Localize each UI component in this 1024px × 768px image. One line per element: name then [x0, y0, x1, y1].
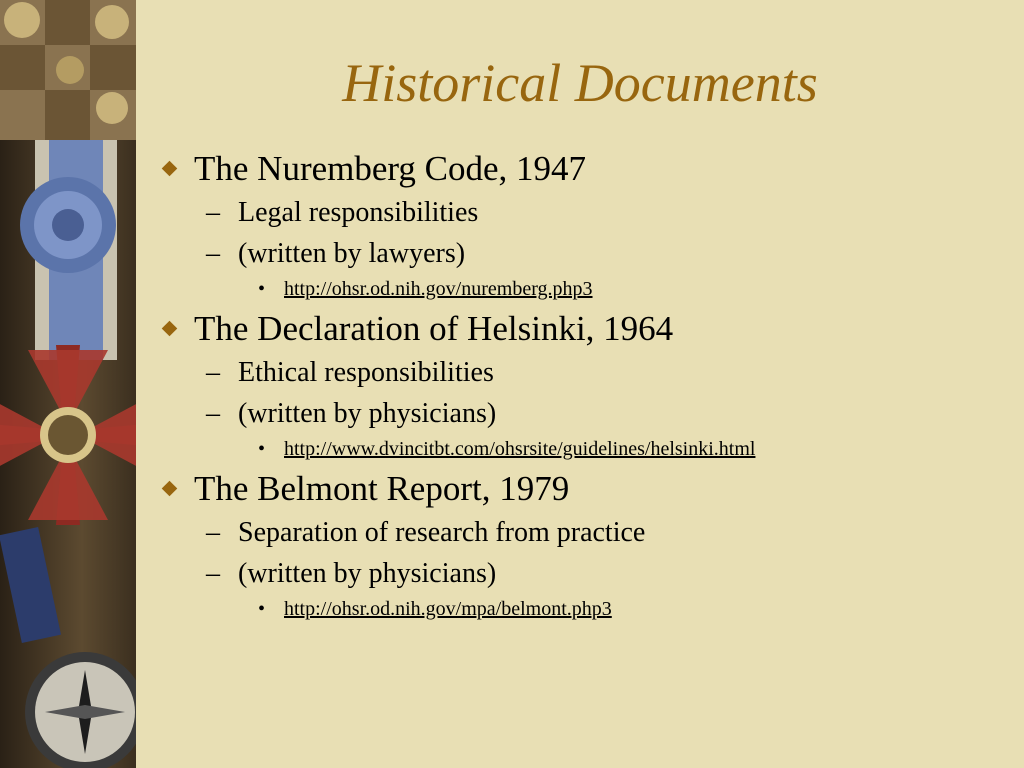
sub-item-text: Separation of research from practice	[238, 517, 646, 548]
dash-bullet-icon: –	[206, 357, 220, 388]
diamond-bullet-icon	[162, 321, 178, 337]
nuremberg-link[interactable]: http://ohsr.od.nih.gov/nuremberg.php3	[284, 278, 593, 300]
belmont-link[interactable]: http://ohsr.od.nih.gov/mpa/belmont.php3	[284, 598, 612, 620]
sub-item-text: Ethical responsibilities	[238, 357, 494, 388]
sub-item-text: (written by lawyers)	[238, 238, 466, 269]
dash-bullet-icon: –	[206, 238, 220, 269]
link-item	[160, 434, 1010, 464]
dot-bullet-icon: •	[258, 598, 266, 620]
slide-title: Historical Documents	[342, 53, 818, 113]
link-item	[160, 594, 1010, 624]
bullet-item-belmont	[160, 466, 1010, 512]
bullet-text: The Nuremberg Code, 1947	[194, 149, 587, 188]
sub-item	[160, 233, 1010, 274]
dash-bullet-icon: –	[206, 197, 220, 228]
slide-content	[160, 144, 1010, 626]
sub-item	[160, 352, 1010, 393]
bullet-text: The Declaration of Helsinki, 1964	[194, 309, 674, 348]
dash-bullet-icon: –	[206, 517, 220, 548]
dot-bullet-icon: •	[258, 438, 266, 460]
sub-item-text: (written by physicians)	[238, 398, 497, 429]
diamond-bullet-icon	[162, 161, 178, 177]
dash-bullet-icon: –	[206, 558, 220, 589]
decorative-medal-image	[0, 0, 136, 768]
dot-bullet-icon: •	[258, 278, 266, 300]
diamond-bullet-icon	[162, 481, 178, 497]
sub-item-text: (written by physicians)	[238, 558, 497, 589]
sub-item	[160, 512, 1010, 553]
medal-illustration	[0, 0, 136, 768]
sub-item	[160, 393, 1010, 434]
sub-item	[160, 553, 1010, 594]
sub-item-text: Legal responsibilities	[238, 197, 479, 228]
link-item	[160, 274, 1010, 304]
bullet-item-nuremberg	[160, 146, 1010, 192]
sub-item	[160, 192, 1010, 233]
bullet-text: The Belmont Report, 1979	[194, 469, 570, 508]
dash-bullet-icon: –	[206, 398, 220, 429]
helsinki-link[interactable]: http://www.dvincitbt.com/ohsrsite/guidelines/helsinki.html	[284, 438, 756, 460]
bullet-item-helsinki	[160, 306, 1010, 352]
